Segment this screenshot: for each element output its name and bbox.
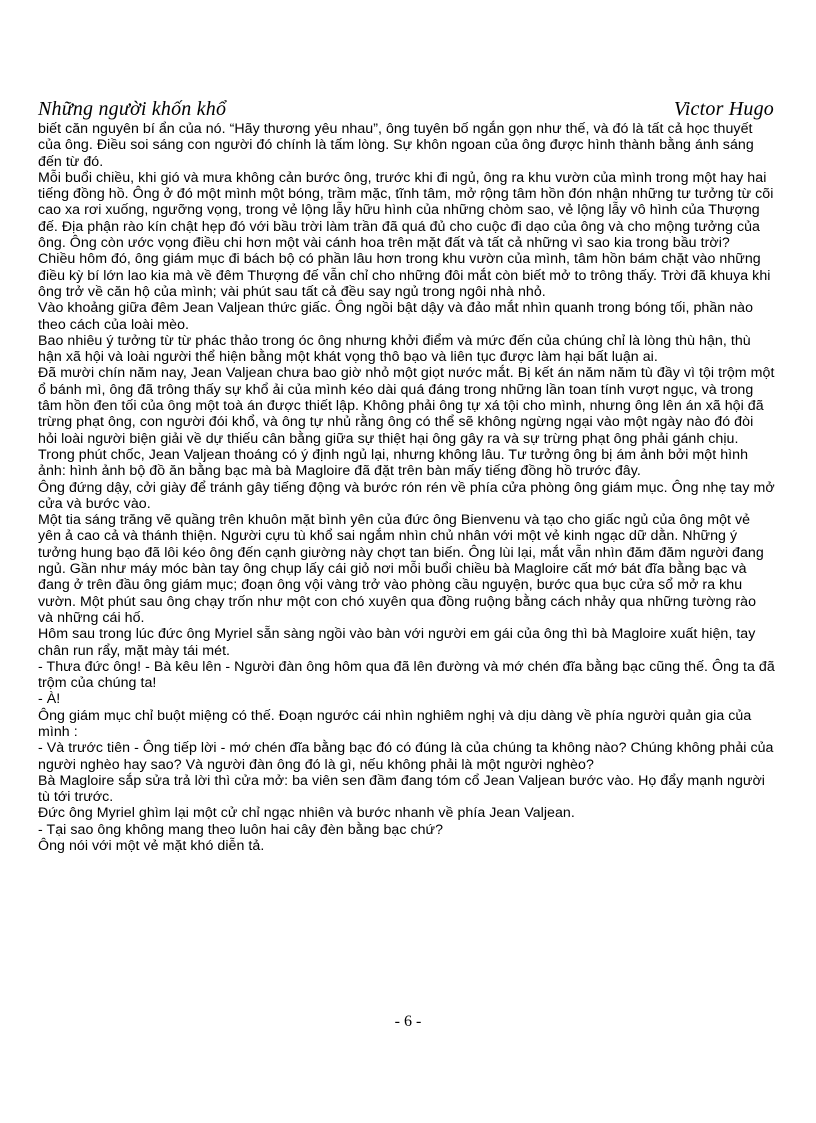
- page-number: - 6 -: [394, 1013, 422, 1030]
- paragraph: Ông nói với một vẻ mặt khó diễn tả.: [38, 838, 265, 855]
- author-name: Victor Hugo: [673, 98, 774, 120]
- paragraph: - Thưa đức ông! - Bà kêu lên - Người đàn ông hôm qua đã lên đường và mớ chén đĩa bằng bạc cũng thế. Ông ta đã trộm của chúng ta!: [38, 658, 775, 692]
- paragraph: Hôm sau trong lúc đức ông Myriel sẵn sàng ngồi vào bàn với người em gái của ông thì bà Magloire xuất hiện, tay chân run rẩy, mặt mày tái mét.: [38, 626, 756, 659]
- paragraph: Một tia sáng trăng vẽ quầng trên khuôn mặt bình yên của đức ông Bienvenu và tạo cho giấc ngủ của ông một vẻ yên ả cao cả và thánh thiện. Người cựu tù khổ sai ngắm nhìn chủ nhân với một vẻ kinh ngạc dữ dằn. Những ý tưởng hung bạo đã lôi kéo ông đến cạnh giường này chợt tan biến. Ông lùi lại, mắt vẫn nhìn đăm đăm người đang ngủ. Gần như máy móc bàn tay ông chụp lấy cái giỏ nơi mỗi buổi chiều bà Magloire cất mớ bát đĩa bằng bạc và đang ở trên đầu ông giám mục; đoạn ông vội vàng trở vào phòng cầu nguyện, bước qua bục cửa sổ mở ra khu vườn. Một phút sau ông chạy trốn như một con chó xuyên qua đồng ruộng bằng cách nhảy qua những tường rào và những cái hố.: [38, 512, 764, 626]
- paragraph: Đã mười chín năm nay, Jean Valjean chưa bao giờ nhỏ một giọt nước mắt. Bị kết án năm năm tù đầy vì tội trộm một ổ bánh mì, ông đã trông thấy sự khổ ải của mình kéo dài quá đáng trong những lần toan tính vượt ngục, và trong tâm hồn đen tối của ông một toà án được thiết lập. Không phải ông tự xá tội cho mình, nhưng ông lên án xã hội đã trừng phạt ông, con người đói khổ, và ông tự nhủ rằng ông có thể sẽ không ngừng ngại vào một ngày nào đó đòi hỏi loài người biện giải về dự thiếu cân bằng giữa sự thiệt hại ông gây ra và sự trừng phạt ông phải gánh chịu.: [38, 365, 775, 447]
- paragraph: Bà Magloire sắp sửa trả lời thì cửa mở: ba viên sen đầm đang tóm cổ Jean Valjean bước vào. Họ đẩy mạnh người tù tới trước.: [38, 772, 766, 806]
- paragraph: Mỗi buổi chiều, khi gió và mưa không cản bước ông, trước khi đi ngủ, ông ra khu vườn của mình trong một hay hai tiếng đồng hồ. Ông ở đó một mình một bóng, trầm mặc, tĩnh tâm, mở rộng tâm hồn đón nhận những tư tưởng từ cõi cao xa rơi xuống, ngưỡng vọng, trong vẻ lộng lẫy hữu hình của những chòm sao, vẻ lộng lẫy vô hình của Thượng đế. Địa phận rào kín chật hẹp đó với bầu trời làm trần đã quá đủ cho cuộc đi dạo của ông và cho mộng tưởng của ông. Ông còn ước vọng điều chi hơn một vài cánh hoa trên mặt đất và tất cả những vì sao kia trong bầu trời?: [38, 169, 774, 252]
- paragraph: - Tại sao ông không mang theo luôn hai cây đèn bằng bạc chứ?: [38, 821, 444, 838]
- paragraph: - Và trước tiên - Ông tiếp lời - mớ chén đĩa bằng bạc đó có đúng là của chúng ta không nào? Chúng không phải của người nghèo hay sao? Và người đàn ông đó là gì, nếu không phải là một người nghèo?: [38, 740, 774, 773]
- paragraph: Bao nhiêu ý tưởng từ từ phác thảo trong óc ông nhưng khởi điểm và mức đến của chúng chỉ là lòng thù hận, thù hận xã hội và loài người thể hiện bằng một khát vọng thô bạo và liên tục được làm hại bất luận ai.: [38, 332, 751, 366]
- paragraph: Ông đứng dậy, cởi giày để tránh gây tiếng động và bước rón rén về phía cửa phòng ông giám mục. Ông nhẹ tay mở cửa và bước vào.: [38, 479, 775, 512]
- paragraph: Ông giám mục chỉ buột miệng có thế. Đoạn ngước cái nhìn nghiêm nghị và dịu dàng về phía người quản gia của mình :: [38, 707, 752, 740]
- paragraph: - À!: [38, 691, 61, 708]
- page-body: [38, 121, 775, 854]
- paragraph: Đức ông Myriel ghìm lại một cử chỉ ngạc nhiên và bước nhanh về phía Jean Valjean.: [38, 805, 575, 822]
- paragraph: Vào khoảng giữa đêm Jean Valjean thức giấc. Ông ngồi bật dậy và đảo mắt nhìn quanh trong bóng tối, phần nào theo cách của loài mèo.: [38, 300, 754, 333]
- book-title: Những người khốn khổ: [38, 98, 227, 120]
- paragraph: biết căn nguyên bí ẩn của nó. “Hãy thương yêu nhau”, ông tuyên bố ngắn gọn như thế, và đó là tất cả học thuyết của ông. Điều soi sáng con người đó chính là tấm lòng. Sự khôn ngoan của ông được hình thành bằng ánh sáng đến từ đó.: [38, 121, 754, 170]
- page-header: [38, 97, 774, 121]
- paragraph: Chiều hôm đó, ông giám mục đi bách bộ có phần lâu hơn trong khu vườn của mình, tâm hồn bám chặt vào những điều kỳ bí lớn lao kia mà về đêm Thượng đế vẫn chỉ cho những đôi mắt còn biết mở to trông thấy. Trời đã khuya khi ông trở về căn hộ của mình; vài phút sau tất cả đều say ngủ trong ngôi nhà nhỏ.: [38, 251, 771, 300]
- paragraph: Trong phút chốc, Jean Valjean thoáng có ý định ngủ lại, nhưng không lâu. Tư tưởng ông bị ám ảnh bởi một hình ảnh: hình ảnh bộ đồ ăn bằng bạc mà bà Magloire đã đặt trên bàn mấy tiếng đồng hồ trước đây.: [38, 446, 749, 480]
